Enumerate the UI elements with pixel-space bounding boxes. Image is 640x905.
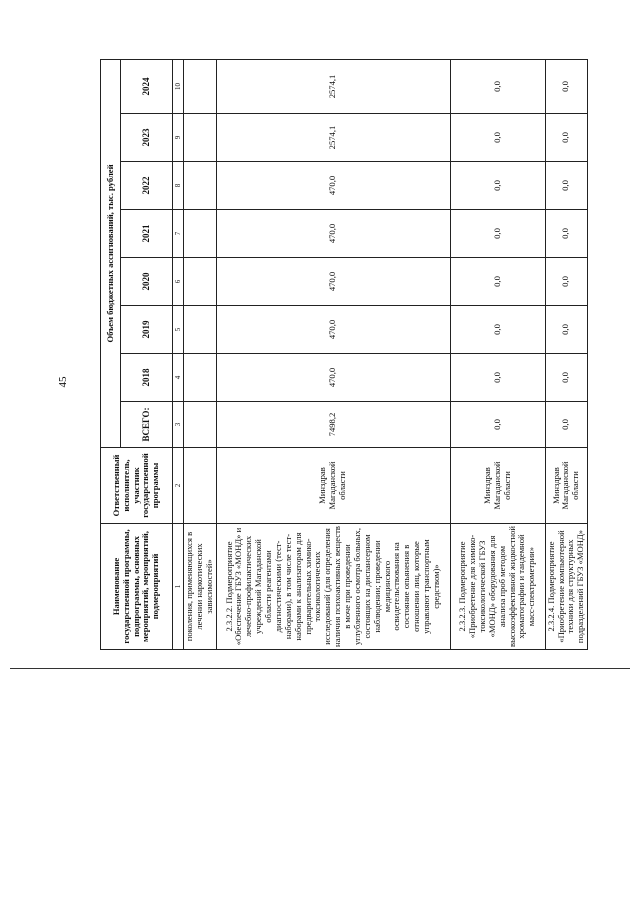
table-row: [545, 59, 588, 649]
header-name: Наименование государственной программы, подпрограммы, основных мероприятий, мероприятий, подмероприятий: [101, 524, 173, 650]
empty-cell: [184, 402, 217, 448]
row-value: 470,0: [216, 306, 450, 354]
empty-cell: [184, 354, 217, 402]
empty-cell: [184, 306, 217, 354]
row-value: 0,0: [450, 306, 545, 354]
budget-table: [100, 59, 588, 650]
row-value: 0,0: [450, 258, 545, 306]
row-name: 2.3.2.3. Подмероприятие «Приобретение для химико-токсикологической ГБУЗ «МОНД» оборудования для анализа проб методом высокоэффективной жидкостной хроматографии и тандемной масс-спектрометрии»: [450, 524, 545, 650]
header-executor: Ответственный исполнитель, участник государственной программы: [101, 448, 173, 524]
table-row: [450, 59, 545, 649]
row-executor: Минздрав Магаданской области: [545, 448, 588, 524]
row-value: 0,0: [545, 114, 588, 162]
row-value: 0,0: [545, 59, 588, 113]
column-index: 6: [173, 258, 184, 306]
empty-cell: [184, 448, 217, 524]
empty-cell: [184, 162, 217, 210]
row-executor: Минздрав Магаданской области: [450, 448, 545, 524]
empty-cell: [184, 258, 217, 306]
continuation-text: поколения, применяющихся в лечении наркотических зависимостей»: [184, 524, 217, 650]
row-name: 2.3.2.4. Подмероприятие «Приобретение компьютерной техники для структурных подразделений ГБУЗ «МОНД»: [545, 524, 588, 650]
row-value: 0,0: [545, 162, 588, 210]
row-name: 2.3.2.2. Подмероприятие «Обеспечение ГБУЗ «МОНД» и лечебно-профилактических учреждений Магаданской области реагентами диагностическими (тест-наборами), в том числе тест-наборами к анализаторам для предварительных химико-токсикологических исследований (для определения наличия психоактивных веществ в моче при проведении углубленного осмотра больных, состоящих на диспансерном наблюдении; проведении медицинского освидетельствования на состояние опьянения в отношении лиц, которые управляют транспортным средством)»: [216, 524, 450, 650]
empty-cell: [184, 210, 217, 258]
column-index: 3: [173, 402, 184, 448]
row-value: 0,0: [450, 354, 545, 402]
row-value: 470,0: [216, 258, 450, 306]
row-value: 2574,1: [216, 114, 450, 162]
row-value: 0,0: [450, 162, 545, 210]
header-year: 2023: [121, 114, 173, 162]
bottom-rule: [10, 668, 630, 669]
row-value: 0,0: [450, 210, 545, 258]
header-year: 2020: [121, 258, 173, 306]
column-index: 10: [173, 59, 184, 113]
column-index: 9: [173, 114, 184, 162]
column-index: 7: [173, 210, 184, 258]
row-value: 0,0: [450, 59, 545, 113]
column-index: 1: [173, 524, 184, 650]
continuation-row: [184, 59, 217, 649]
header-year: 2018: [121, 354, 173, 402]
row-value: 0,0: [450, 114, 545, 162]
empty-cell: [184, 114, 217, 162]
column-index: 4: [173, 354, 184, 402]
row-executor: Минздрав Магаданской области: [216, 448, 450, 524]
row-value-total: 0,0: [450, 402, 545, 448]
page-number: 45: [57, 376, 69, 388]
row-value: 470,0: [216, 210, 450, 258]
header-total: ВСЕГО:: [121, 402, 173, 448]
index-row: [173, 59, 184, 649]
row-value-total: 7498,2: [216, 402, 450, 448]
table-row: [216, 59, 450, 649]
row-value: 0,0: [545, 306, 588, 354]
row-value: 470,0: [216, 162, 450, 210]
row-value: 0,0: [545, 354, 588, 402]
column-index: 2: [173, 448, 184, 524]
empty-cell: [184, 59, 217, 113]
row-value: 0,0: [545, 258, 588, 306]
row-value: 470,0: [216, 354, 450, 402]
row-value-total: 0,0: [545, 402, 588, 448]
header-year: 2024: [121, 59, 173, 113]
header-year: 2022: [121, 162, 173, 210]
column-index: 5: [173, 306, 184, 354]
column-index: 8: [173, 162, 184, 210]
header-budget-group: Объем бюджетных ассигнований, тыс. рублей: [101, 59, 121, 447]
row-value: 2574,1: [216, 59, 450, 113]
rotated-table-wrapper: [100, 60, 586, 650]
row-value: 0,0: [545, 210, 588, 258]
header-year: 2019: [121, 306, 173, 354]
header-year: 2021: [121, 210, 173, 258]
header-row-top: [101, 59, 121, 649]
